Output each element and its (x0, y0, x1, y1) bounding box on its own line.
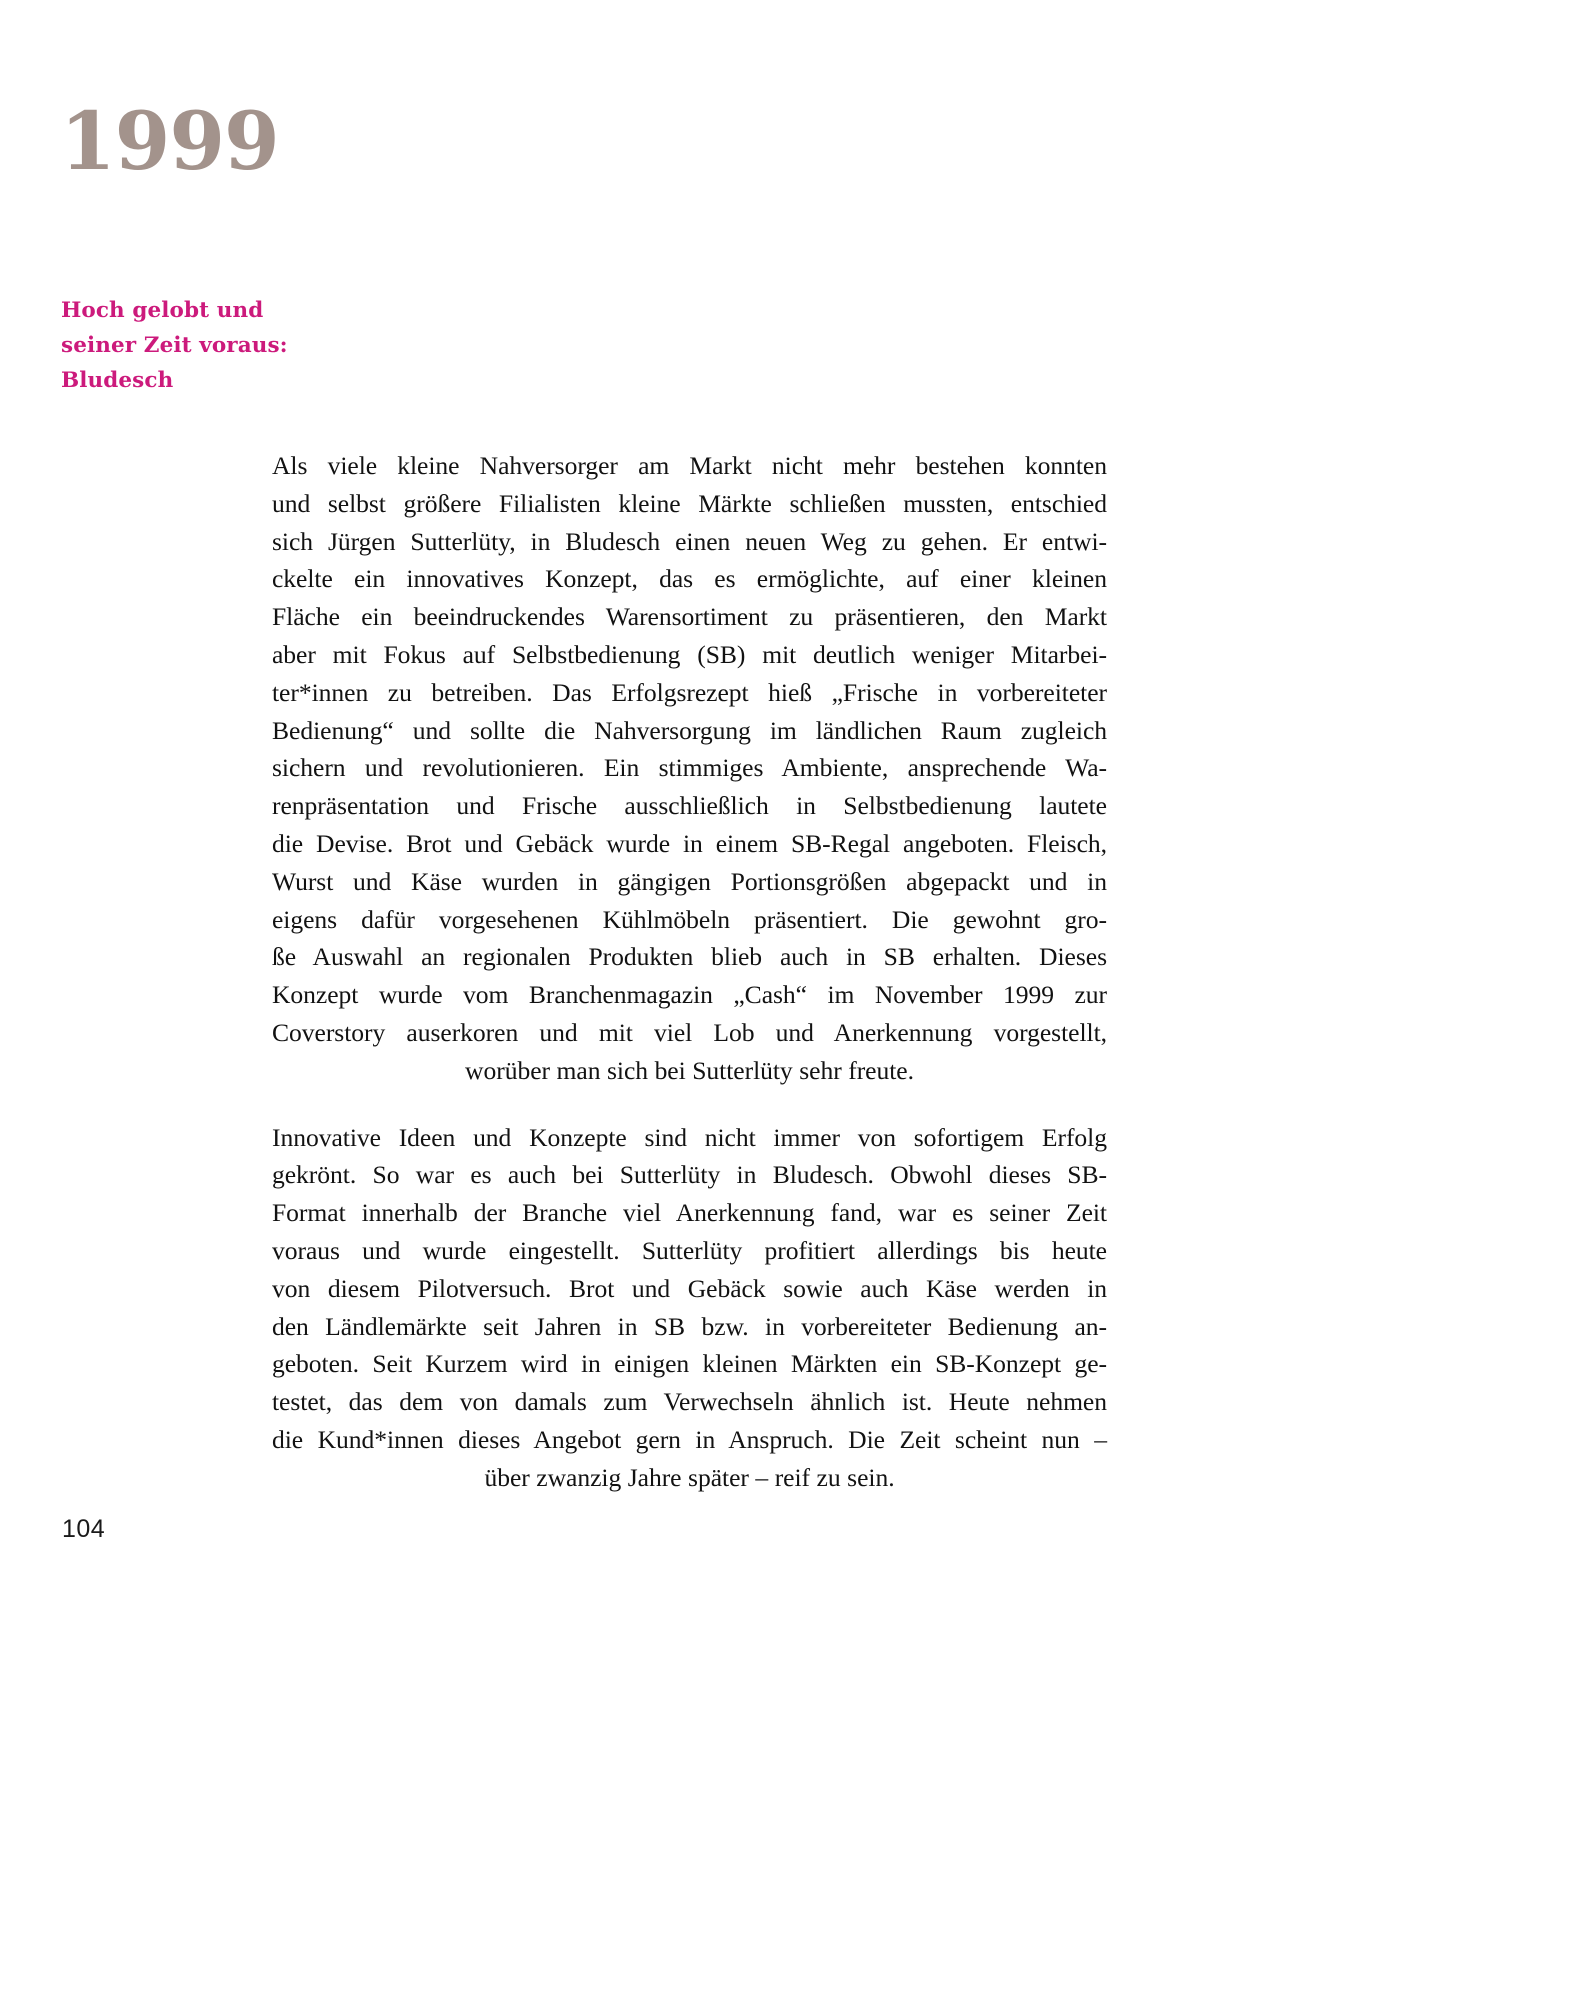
paragraph-line: Wurst und Käse wurden in gängigen Portionsgrößen abgepackt und in (272, 866, 1107, 896)
chapter-heading-line-2: seiner Zeit voraus: (61, 333, 288, 358)
paragraph-line: aber mit Fokus auf Selbstbedienung (SB) mit deutlich weniger Mitarbei- (272, 639, 1107, 669)
paragraph-line: ckelte ein innovatives Konzept, das es ermöglichte, auf einer kleinen (272, 564, 1107, 594)
paragraph-line: sich Jürgen Sutterlüty, in Bludesch einen neuen Weg zu gehen. Er entwi- (272, 526, 1107, 556)
paragraph-line: Innovative Ideen und Konzepte sind nicht immer von sofortigem Erfolg (272, 1122, 1107, 1152)
paragraph-line: die Kund*innen dieses Angebot gern in Anspruch. Die Zeit scheint nun – (272, 1424, 1107, 1454)
paragraph-line: Fläche ein beeindruckendes Warensortiment zu präsentieren, den Markt (272, 602, 1107, 632)
chapter-heading (61, 293, 361, 398)
body-paragraph-1 (272, 447, 1107, 1090)
paragraph-line: Bedienung“ und sollte die Nahversorgung im ländlichen Raum zugleich (272, 715, 1107, 745)
chapter-heading-line-1: Hoch gelobt und (61, 298, 264, 323)
chapter-heading-line-3: Bludesch (61, 368, 174, 393)
paragraph-line: eigens dafür vorgesehenen Kühlmöbeln präsentiert. Die gewohnt gro- (272, 904, 1107, 934)
paragraph-line: ter*innen zu betreiben. Das Erfolgsrezept hieß „Frische in vorbereiteter (272, 677, 1107, 707)
paragraph-line: testet, das dem von damals zum Verwechseln ähnlich ist. Heute nehmen (272, 1387, 1107, 1417)
paragraph-line: sichern und revolutionieren. Ein stimmiges Ambiente, ansprechende Wa- (272, 753, 1107, 783)
paragraph-line: renpräsentation und Frische ausschließlich in Selbstbedienung lautete (272, 791, 1107, 821)
paragraph-line: über zwanzig Jahre später – reif zu sein. (484, 1462, 895, 1492)
body-text-column (272, 447, 1107, 1497)
paragraph-line: gekrönt. So war es auch bei Sutterlüty in Bludesch. Obwohl dieses SB- (272, 1160, 1107, 1190)
paragraph-line: Als viele kleine Nahversorger am Markt nicht mehr bestehen konnten (272, 451, 1107, 480)
paragraph-line: voraus und wurde eingestellt. Sutterlüty profitiert allerdings bis heute (272, 1235, 1107, 1265)
paragraph-line: von diesem Pilotversuch. Brot und Gebäck sowie auch Käse werden in (272, 1273, 1107, 1303)
paragraph-line: Konzept wurde vom Branchenmagazin „Cash“ im November 1999 zur (272, 980, 1107, 1010)
year-heading: 1999 (60, 94, 279, 188)
paragraph-line: Format innerhalb der Branche viel Anerkennung fand, war es seiner Zeit (272, 1198, 1107, 1228)
paragraph-line: und selbst größere Filialisten kleine Märkte schließen mussten, entschied (272, 488, 1107, 518)
body-paragraph-2 (272, 1119, 1107, 1497)
paragraph-line: worüber man sich bei Sutterlüty sehr freute. (465, 1055, 914, 1085)
paragraph-line: geboten. Seit Kurzem wird in einigen kleinen Märkten ein SB-Konzept ge- (272, 1349, 1107, 1379)
paragraph-line: ße Auswahl an regionalen Produkten blieb auch in SB erhalten. Dieses (272, 942, 1107, 972)
paragraph-line: die Devise. Brot und Gebäck wurde in einem SB-Regal angeboten. Fleisch, (272, 828, 1107, 858)
paragraph-line: den Ländlemärkte seit Jahren in SB bzw. in vorbereiteter Bedienung an- (272, 1311, 1107, 1341)
page-number: 104 (62, 1515, 106, 1543)
paragraph-line: Coverstory auserkoren und mit viel Lob und Anerkennung vorgestellt, (272, 1017, 1107, 1047)
